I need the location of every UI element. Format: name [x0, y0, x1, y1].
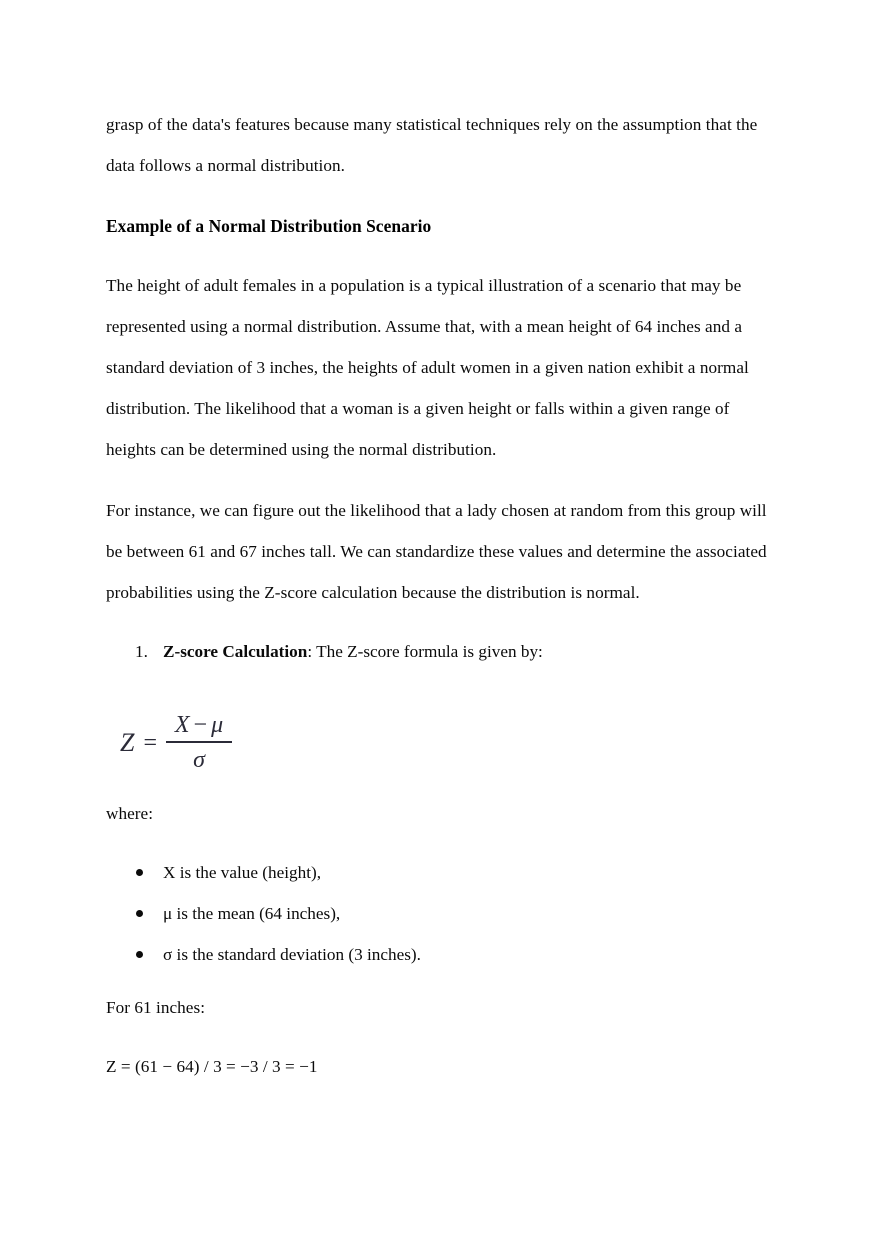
- formula-zscore: [106, 697, 768, 785]
- bullet-icon: [136, 869, 143, 876]
- spacer: [106, 470, 768, 490]
- list-item-marker: 1.: [135, 642, 148, 661]
- where-label: where:: [106, 804, 154, 823]
- spacer: [106, 785, 768, 793]
- spacer: [106, 975, 768, 987]
- spacer: [106, 613, 768, 631]
- list-item: [106, 852, 768, 893]
- spacer: [106, 247, 768, 265]
- formula-minus-sign: −: [193, 712, 208, 738]
- spacer: [106, 834, 768, 852]
- spacer: [106, 672, 768, 697]
- bullet-list: [106, 852, 768, 975]
- ordered-list: [106, 631, 768, 672]
- list-item-text: μ is the mean (64 inches),: [163, 904, 341, 923]
- document-content: [106, 104, 768, 1087]
- bullet-icon: [136, 910, 143, 917]
- paragraph-probability-range: For instance, we can figure out the likelihood that a lady chosen at random from this group will be between 61 and 67 inches tall. We can standardize these values and determine the associated probabilities using the Z-score calculation because the distribution is normal.: [106, 501, 767, 602]
- formula-expression: [120, 711, 232, 775]
- list-item: [106, 631, 768, 672]
- formula-equals-sign: =: [143, 730, 158, 757]
- formula-fraction: [166, 711, 232, 775]
- spacer: [106, 1028, 768, 1046]
- formula-lhs-variable: Z: [120, 728, 135, 758]
- spacer: [106, 186, 768, 206]
- list-item: [106, 934, 768, 975]
- list-item: [106, 893, 768, 934]
- list-item-text: σ is the standard deviation (3 inches).: [163, 945, 421, 964]
- paragraph-for-61-inches: For 61 inches:: [106, 998, 206, 1017]
- list-item-text: X is the value (height),: [163, 863, 321, 882]
- formula-numerator-x: X: [174, 712, 190, 738]
- formula-numerator-mu: μ: [211, 712, 224, 738]
- formula-numerator: [170, 711, 228, 741]
- formula-denominator-sigma: σ: [193, 746, 205, 773]
- bullet-icon: [136, 951, 143, 958]
- list-item-bold-label: Z-score Calculation: [163, 642, 308, 661]
- paragraph-normal-distribution-example: The height of adult females in a population is a typical illustration of a scenario that may be represented using a normal distribution. Assume that, with a mean height of 64 inches and a standard deviation of 3 inches, the heights of adult women in a given nation exhibit a normal distribution. The likelihood that a woman is a given height or falls within a given range of heights can be determined using the normal distribution.: [106, 276, 749, 459]
- list-item-text: : The Z-score formula is given by:: [307, 642, 543, 661]
- paragraph-continued: grasp of the data's features because many statistical techniques rely on the assumption that the data follows a normal distribution.: [106, 115, 758, 175]
- page-title: Example of a Normal Distribution Scenario: [106, 216, 432, 236]
- calculation-line: Z = (61 − 64) / 3 = −3 / 3 = −1: [106, 1057, 318, 1076]
